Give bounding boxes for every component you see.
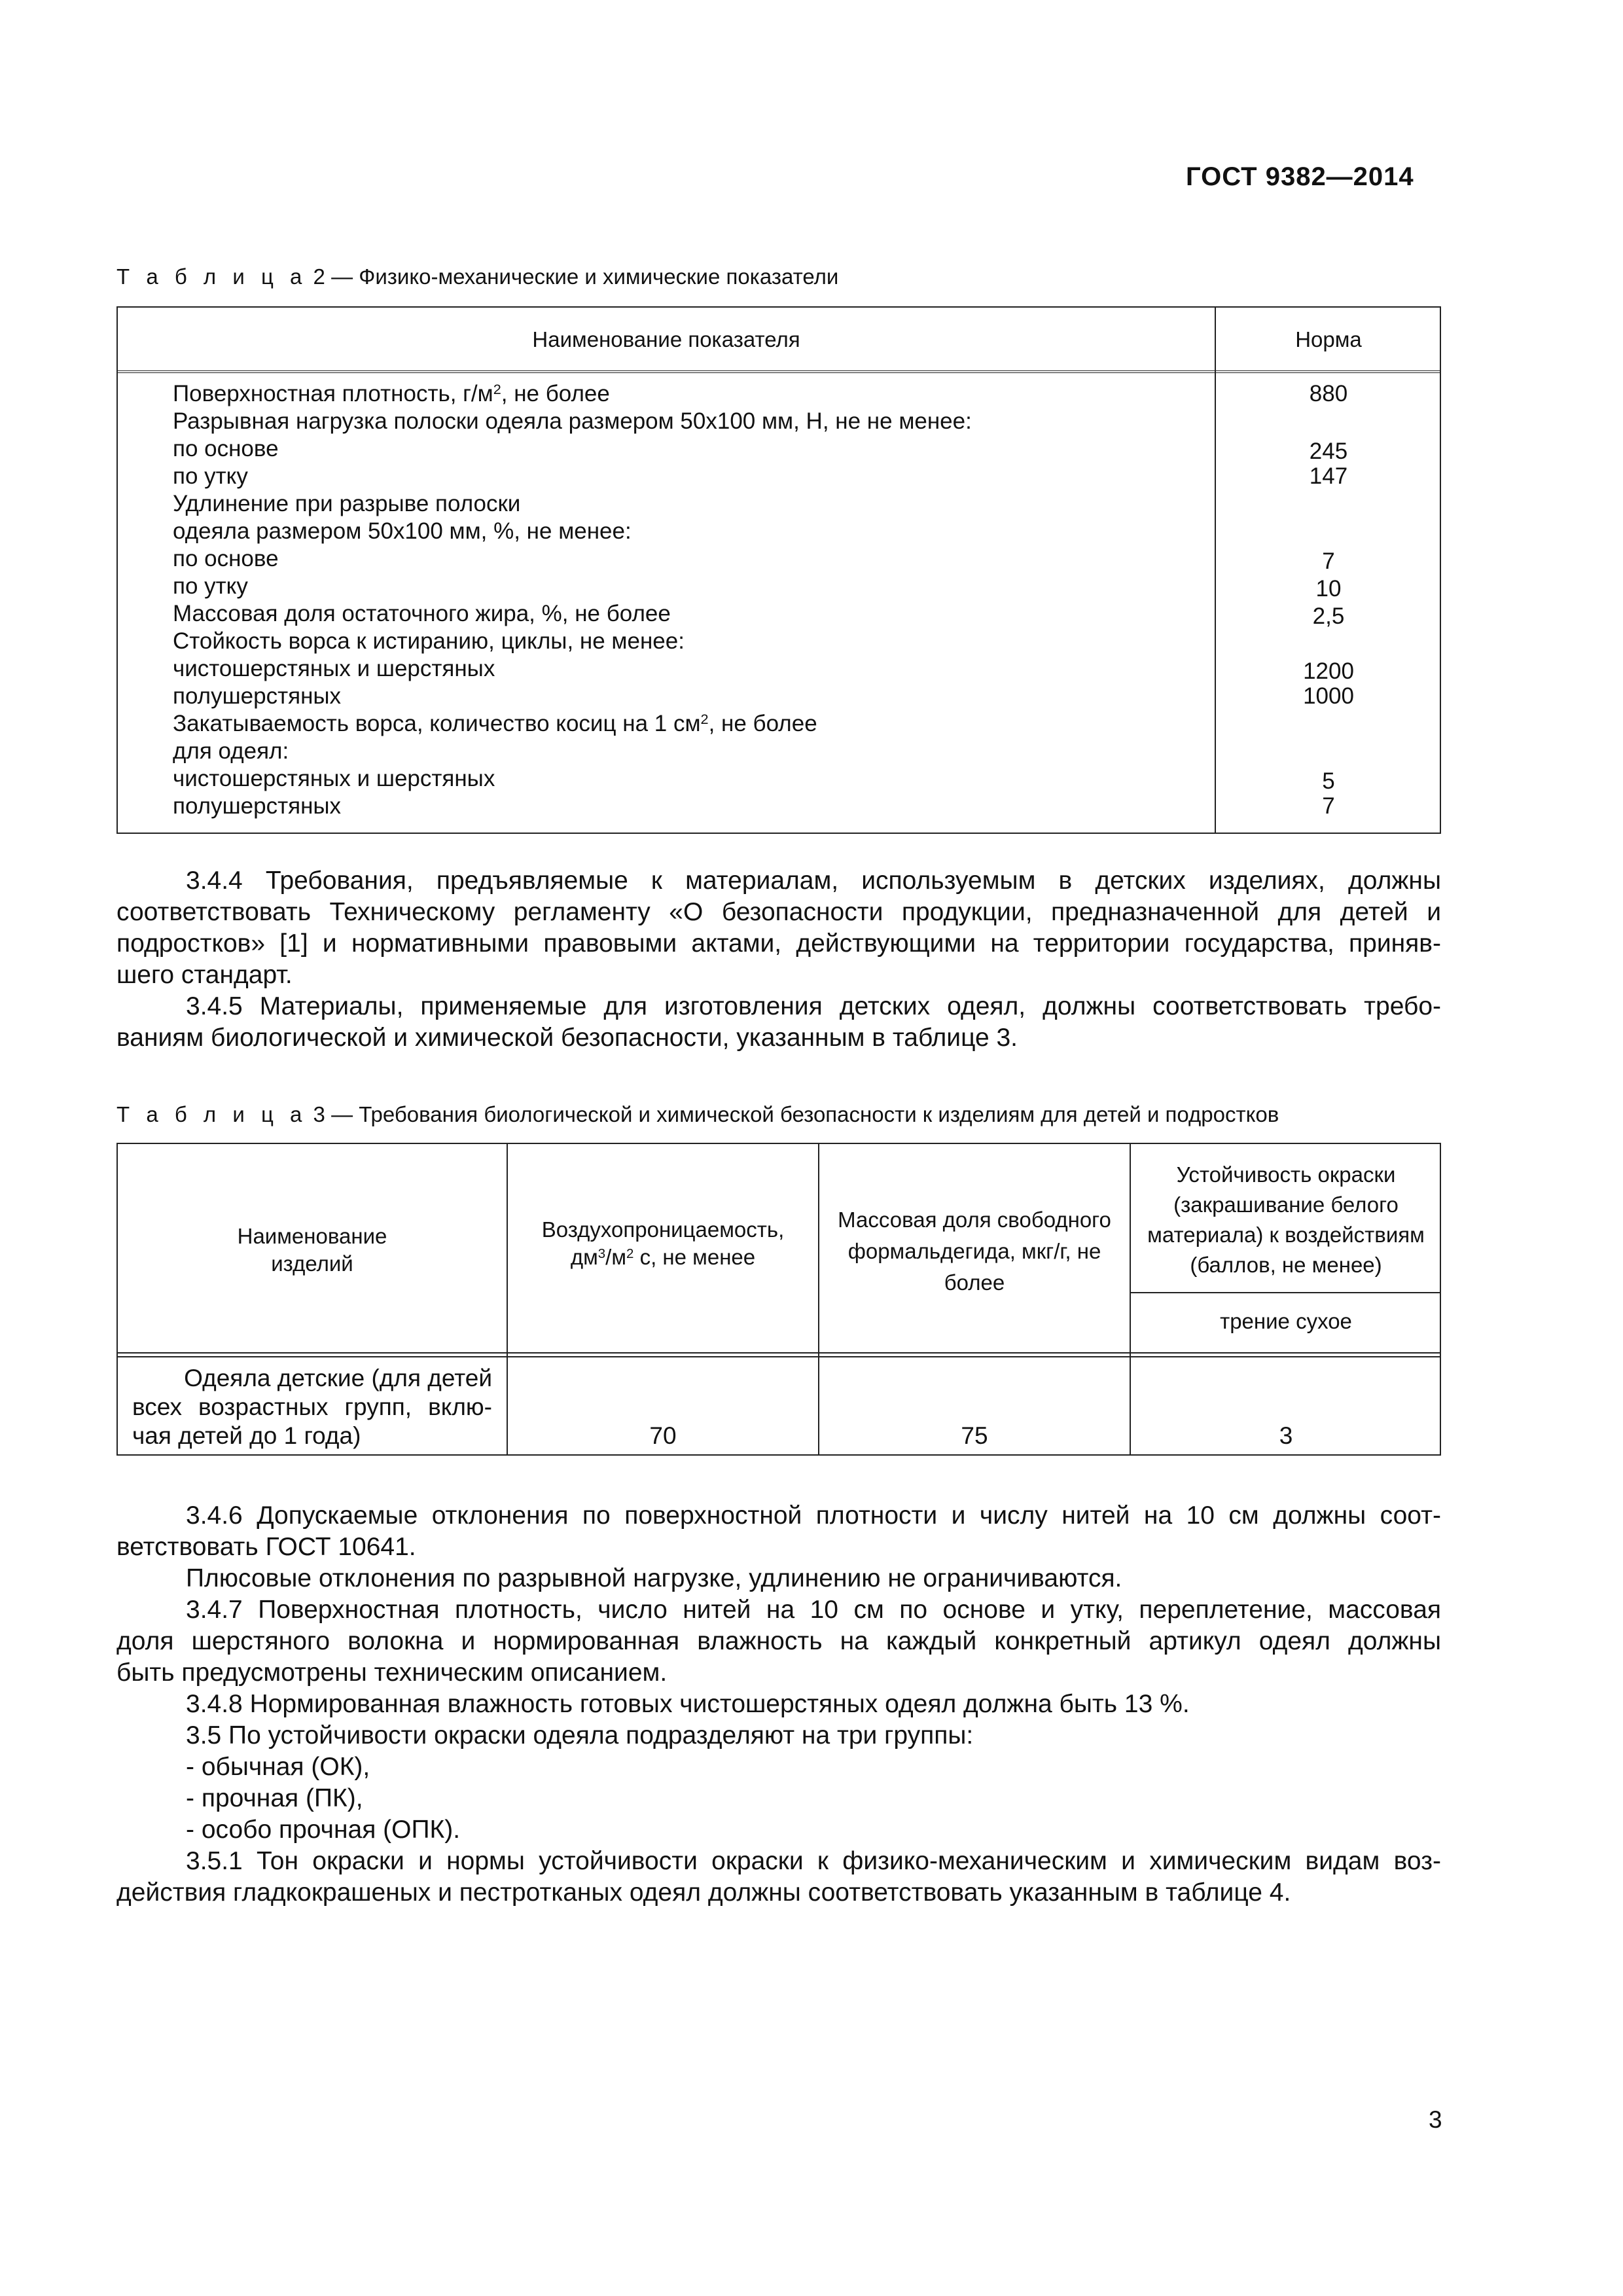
table-row bbox=[118, 463, 1440, 491]
page-number: 3 bbox=[1429, 2106, 1442, 2133]
table-row bbox=[118, 683, 1440, 711]
table2-row-name: одеяла размером 50х100 мм, %, не менее: bbox=[173, 518, 632, 544]
table2-row-value: 147 bbox=[1309, 463, 1348, 489]
table2-row-name: чистошерстяных и шерстяных bbox=[173, 766, 495, 791]
table-row bbox=[118, 656, 1440, 683]
table2-row-value: 7 bbox=[1322, 548, 1335, 574]
text-line: ветствовать ГОСТ 10641. bbox=[116, 1533, 416, 1561]
table2-row-name: Стойкость ворса к истиранию, циклы, не менее: bbox=[173, 628, 685, 654]
table2 bbox=[116, 306, 1441, 834]
table-row bbox=[118, 738, 1440, 766]
table-row bbox=[118, 711, 1440, 738]
table-row bbox=[118, 601, 1440, 628]
table2-row-value: 245 bbox=[1309, 439, 1348, 464]
table-row bbox=[118, 766, 1440, 793]
text-line: действия гладкокрашеных и пестротканых одеял должны соответствовать указанным в таблице 4. bbox=[116, 1878, 1291, 1907]
text-line: 3.4.8 Нормированная влажность готовых чистошерстяных одеял должна быть 13 %. bbox=[186, 1690, 1190, 1718]
table3-subheader-divider bbox=[1131, 1292, 1441, 1293]
text-line: 3.4.7 Поверхностная плотность, число нитей на 10 см по основе и утку, переплетение, массовая bbox=[186, 1596, 1441, 1624]
table2-row-value: 7 bbox=[1322, 793, 1335, 819]
table2-row-name: для одеял: bbox=[173, 738, 289, 764]
paragraph-3-4-4 bbox=[116, 865, 1441, 991]
table3-row-name: Одеяла детские (для детей всех возрастных групп, вклю- чая детей до 1 года) bbox=[132, 1365, 492, 1449]
text-line: соответствовать Техническому регламенту «О безопасности продукции, предназначенной для детей и bbox=[116, 898, 1441, 926]
table3 bbox=[116, 1143, 1441, 1456]
paragraph-3-4-6 bbox=[116, 1500, 1441, 1594]
table3-row-value-air: 70 bbox=[649, 1422, 677, 1449]
table3-caption-text: 3 — Требования биологической и химической безопасности к изделиям для детей и подростков bbox=[307, 1102, 1279, 1126]
text-line: шего стандарт. bbox=[116, 961, 293, 989]
table2-row-name: полушерстяных bbox=[173, 683, 342, 709]
table2-row-value: 1000 bbox=[1303, 683, 1354, 709]
text-line: 3.5.1 Тон окраски и нормы устойчивости окраски к физико-механическим и химическим видам воз- bbox=[186, 1847, 1441, 1875]
list-item: - прочная (ПК), bbox=[186, 1784, 363, 1812]
table2-header-name: Наименование показателя bbox=[532, 327, 800, 351]
table-row bbox=[118, 518, 1440, 546]
table3-header-col4: Устойчивость окраски (закрашивание белого материала) к воздействиям (баллов, не менее) bbox=[1147, 1162, 1425, 1277]
paragraph-3-5-1 bbox=[116, 1846, 1441, 1909]
table-row bbox=[118, 408, 1440, 436]
table-row bbox=[118, 546, 1440, 573]
table3-row-value-color: 3 bbox=[1279, 1422, 1293, 1449]
table2-caption bbox=[116, 264, 838, 289]
table2-row-name: полушерстяных bbox=[173, 793, 342, 819]
table2-row-name: Массовая доля остаточного жира, %, не более bbox=[173, 601, 671, 626]
text-line: ваниям биологической и химической безопасности, указанным в таблице 3. bbox=[116, 1024, 1018, 1052]
table2-header-norm: Норма bbox=[1295, 327, 1362, 351]
table2-caption-text: 2 — Физико-механические и химические показатели bbox=[307, 264, 839, 289]
table2-row-name: Разрывная нагрузка полоски одеяла размером 50х100 мм, Н, не не менее: bbox=[173, 408, 972, 434]
table2-row-value: 1200 bbox=[1303, 658, 1354, 684]
table2-row-name: Закатываемость ворса, количество косиц на 1 $см^2$, не более bbox=[173, 711, 817, 736]
table3-column-divider bbox=[818, 1144, 819, 1454]
list-item: - особо прочная (ОПК). bbox=[186, 1816, 461, 1844]
table3-row-value-formaldehyde: 75 bbox=[961, 1422, 988, 1449]
table3-header-col3: Массовая доля свободного формальдегида, мкг/г, не более bbox=[838, 1208, 1111, 1295]
table2-row-value: 5 bbox=[1322, 768, 1335, 794]
table3-caption-prefix: Т а б л и ц а bbox=[116, 1102, 308, 1126]
table3-header-divider bbox=[118, 1352, 1440, 1357]
table2-row-name: Удлинение при разрыве полоски bbox=[173, 491, 521, 516]
table2-row-name: по основе bbox=[173, 436, 279, 461]
table3-column-divider bbox=[507, 1144, 508, 1454]
table2-row-name: по утку bbox=[173, 573, 248, 599]
text-line: 3.4.5 Материалы, применяемые для изготовления детских одеял, должны соответствовать требо- bbox=[186, 992, 1441, 1020]
list-item: - обычная (ОК), bbox=[186, 1753, 370, 1781]
table-row bbox=[118, 628, 1440, 656]
text-line: доля шерстяного волокна и нормированная влажность на каждый конкретный артикул одеял должны bbox=[116, 1627, 1441, 1655]
table2-row-name: чистошерстяных и шерстяных bbox=[173, 656, 495, 681]
table3-header-col1: Наименование изделий bbox=[237, 1224, 387, 1276]
text-line: Плюсовые отклонения по разрывной нагрузке, удлинению не ограничиваются. bbox=[186, 1564, 1122, 1592]
paragraph-3-4-7 bbox=[116, 1594, 1441, 1846]
table3-header-col4-sub: трение сухое bbox=[1220, 1309, 1352, 1333]
table2-row-name: по основе bbox=[173, 546, 279, 571]
table-row bbox=[118, 381, 1440, 408]
table2-caption-prefix: Т а б л и ц а bbox=[116, 264, 308, 289]
table-row bbox=[118, 436, 1440, 463]
table2-row-value: 10 bbox=[1315, 576, 1342, 601]
table2-row-name: по утку bbox=[173, 463, 248, 489]
table-row bbox=[118, 573, 1440, 601]
table-row bbox=[118, 793, 1440, 821]
paragraph-3-4-5 bbox=[116, 991, 1441, 1054]
table2-rows bbox=[118, 381, 1440, 821]
text-line: 3.4.4 Требования, предъявляемые к материалам, используемым в детских изделиях, должны bbox=[186, 867, 1441, 895]
table-row bbox=[118, 491, 1440, 518]
text-line: быть предусмотрены техническим описанием. bbox=[116, 1659, 668, 1687]
table3-header-col2: Воздухопроницаемость, $дм^3/м^2$ с, не менее bbox=[541, 1217, 785, 1269]
text-line: 3.4.6 Допускаемые отклонения по поверхностной плотности и числу нитей на 10 см должны соот- bbox=[186, 1501, 1441, 1530]
table2-row-value: 2,5 bbox=[1312, 603, 1345, 629]
table2-row-value: 880 bbox=[1309, 381, 1348, 406]
document-code: ГОСТ 9382—2014 bbox=[1186, 162, 1414, 191]
table2-row-name: Поверхностная плотность, $г/м^2$, не более bbox=[173, 381, 610, 406]
table3-caption bbox=[116, 1102, 1279, 1127]
text-line: 3.5 По устойчивости окраски одеяла подразделяют на три группы: bbox=[186, 1721, 974, 1749]
text-line: подростков» [1] и нормативными правовыми актами, действующими на территории государства, приняв- bbox=[116, 929, 1441, 958]
